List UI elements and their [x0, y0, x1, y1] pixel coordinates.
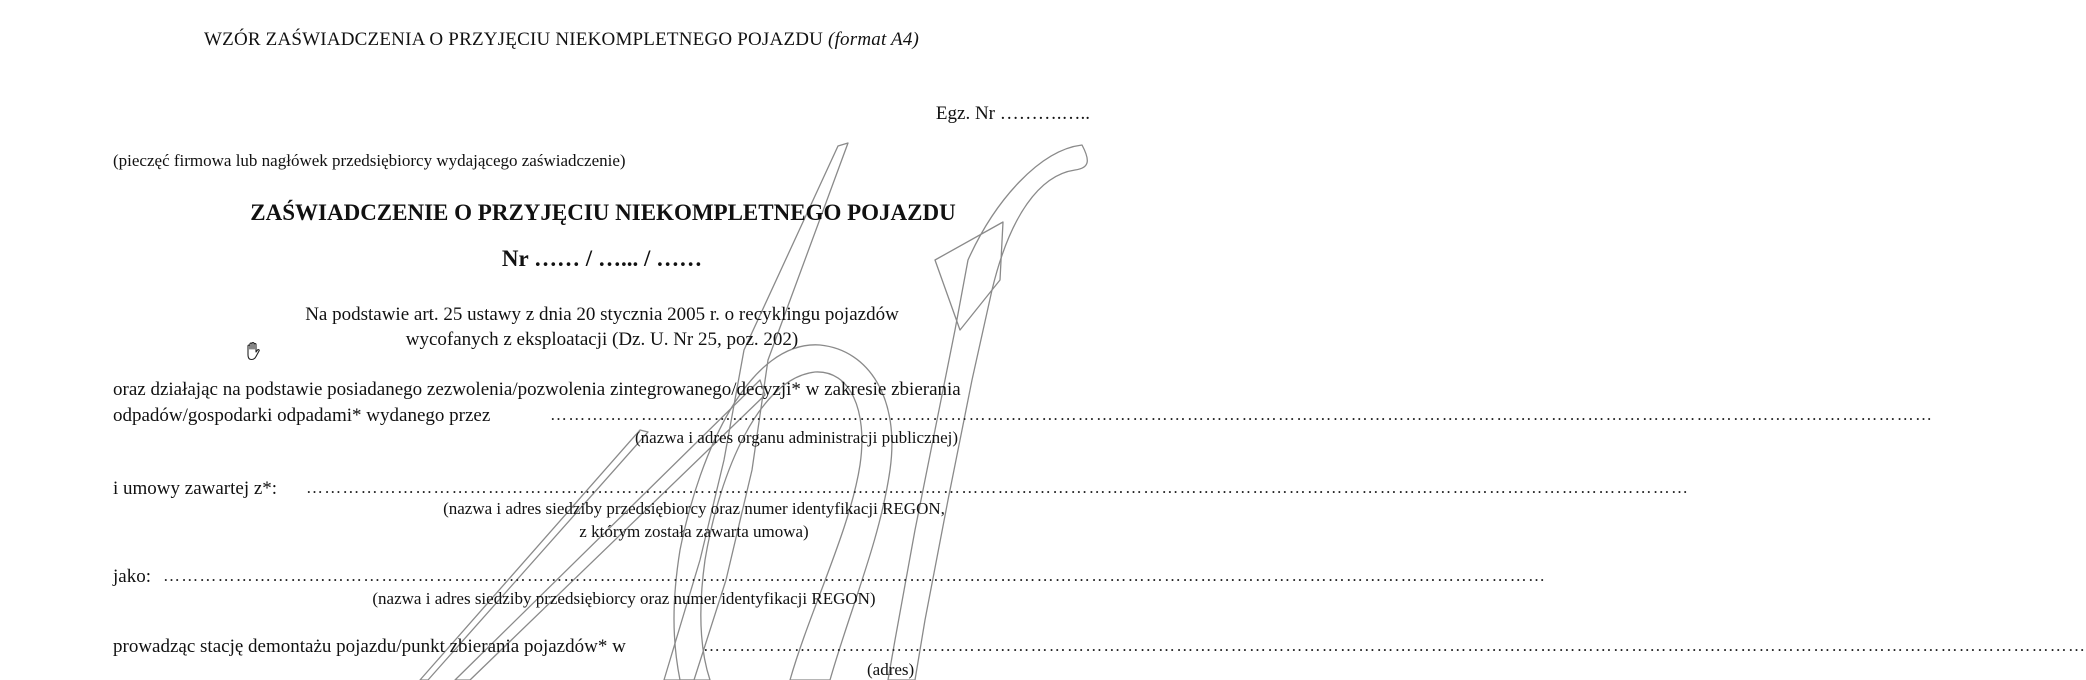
station-address-caption: (adres): [867, 660, 915, 679]
role-caption: (nazwa i adres siedziby przedsiębiorcy oraz numer identyfikacji REGON): [372, 589, 876, 608]
legal-basis-line-1: Na podstawie art. 25 ustawy z dnia 20 stycznia 2005 r. o recyklingu pojazdów: [305, 304, 899, 325]
station-label: prowadząc stację demontażu pojazdu/punkt zbierania pojazdów* w: [113, 636, 626, 657]
permit-issuer-field[interactable]: …………………………………………………………………………………………………………………………………………………………………………………………………………: [550, 405, 1934, 424]
document-title: ZAŚWIADCZENIE O PRZYJĘCIU NIEKOMPLETNEGO POJAZDU: [250, 200, 956, 225]
watermark-stroke-5: [935, 222, 1003, 330]
form-template-title: WZÓR ZAŚWIADCZENIA O PRZYJĘCIU NIEKOMPLETNEGO POJAZDU: [204, 29, 824, 50]
role-label: jako:: [113, 566, 151, 587]
format-note: (format A4): [828, 29, 920, 50]
copy-number: Egz. Nr ……….…..: [935, 103, 1090, 124]
contract-label: i umowy zawartej z*:: [113, 478, 278, 499]
contract-caption-2: z którym została zawarta umowa): [579, 522, 809, 541]
hand-cursor-icon: [242, 339, 266, 368]
role-field[interactable]: …………………………………………………………………………………………………………………………………………………………………………………………………………: [163, 566, 1547, 585]
contract-caption-1: (nazwa i adres siedziby przedsiębiorcy oraz numer identyfikacji REGON,: [443, 499, 945, 518]
stamp-note: (pieczęć firmowa lub nagłówek przedsiębiorcy wydającego zaświadczenie): [113, 151, 626, 170]
permit-line-1: oraz działając na podstawie posiadanego zezwolenia/pozwolenia zintegrowanego/decyzji* w zakresie zbierania: [113, 379, 961, 400]
legal-basis-line-2: wycofanych z eksploatacji (Dz. U. Nr 25, poz. 202): [405, 329, 799, 350]
permit-line-2: odpadów/gospodarki odpadami* wydanego przez: [113, 405, 491, 426]
certificate-number-line: Nr …… / …... / ……: [501, 246, 703, 271]
permit-issuer-caption: (nazwa i adres organu administracji publicznej): [635, 428, 959, 447]
station-address-field[interactable]: …………………………………………………………………………………………………………………………………………………………………………………………………………: [703, 636, 2086, 655]
form-template-heading: [204, 30, 919, 49]
contract-party-field[interactable]: …………………………………………………………………………………………………………………………………………………………………………………………………………: [306, 478, 1690, 497]
